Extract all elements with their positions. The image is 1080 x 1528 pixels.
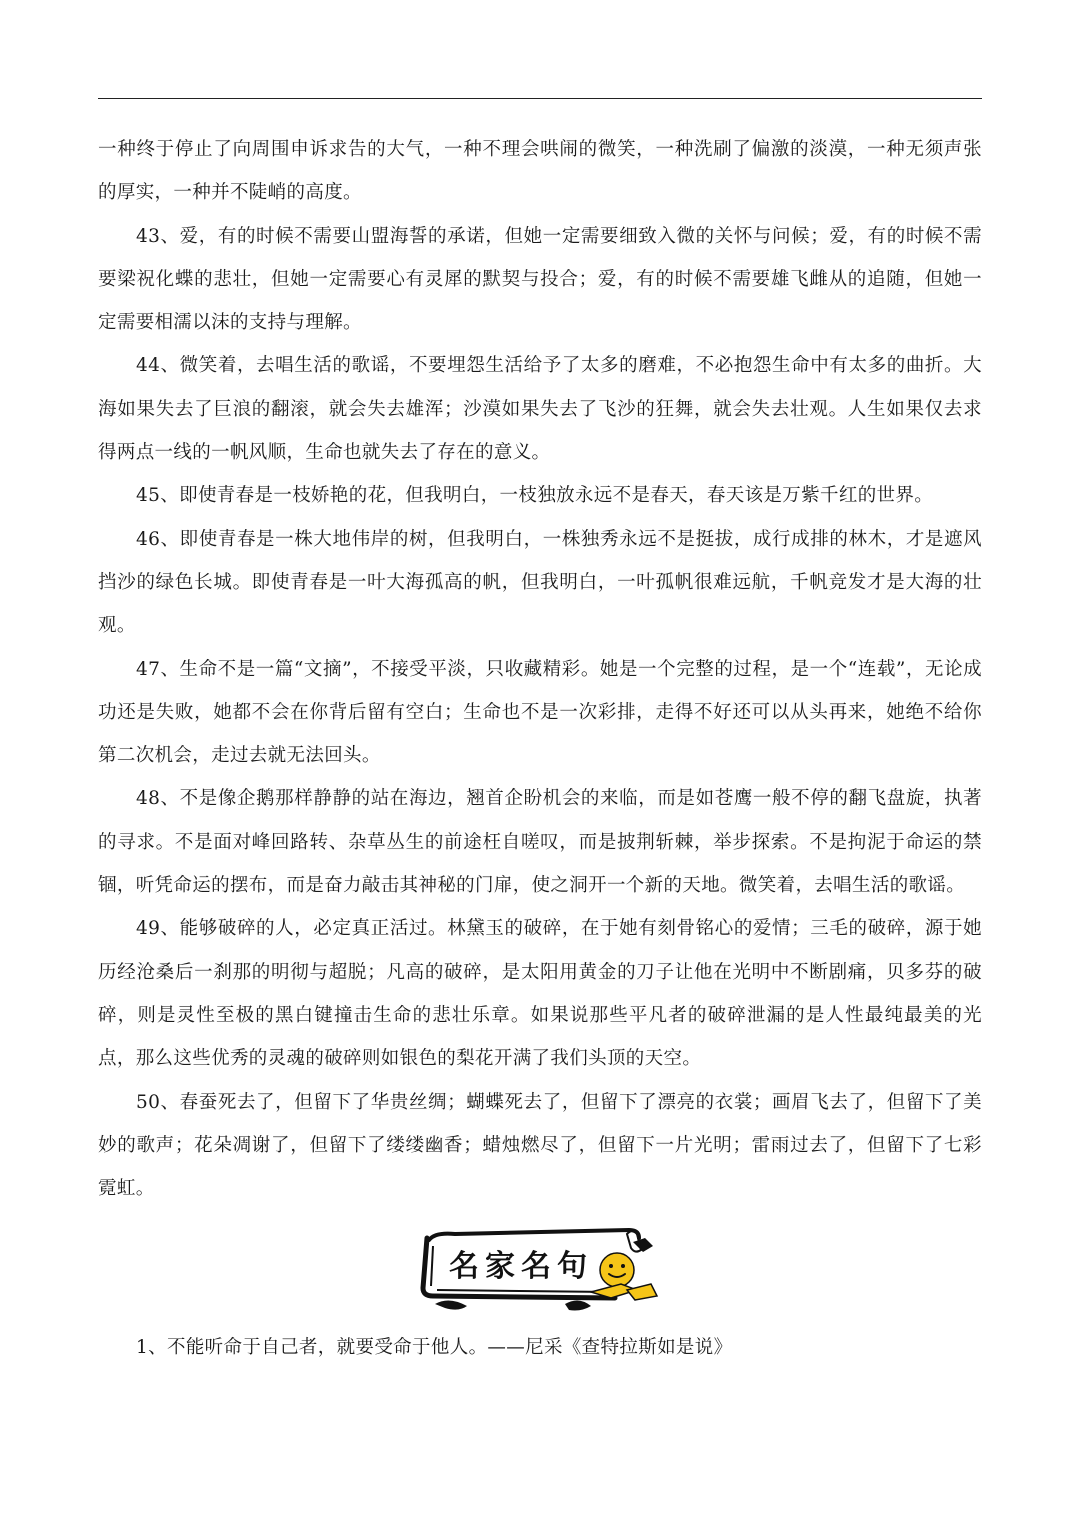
smiley-icon — [600, 1253, 634, 1287]
paragraph-43: 43、爱，有的时候不需要山盟海誓的承诺，但她一定需要细致入微的关怀与问候；爱，有的时候不需要梁祝化蝶的悲壮，但她一定需要心有灵犀的默契与投合；爱，有的时候不需要雄飞雌从的追随，但她一定需要相濡以沫的支持与理解。 — [98, 225, 982, 334]
quote-item-1: 1、不能听命于自己者，就要受命于他人。——尼采《查特拉斯如是说》 — [136, 1337, 733, 1358]
paragraph-45: 45、即使青春是一枝娇艳的花，但我明白，一枝独放永远不是春天，春天该是万紫千红的世界。 — [136, 485, 934, 507]
paragraph-50: 50、春蚕死去了，但留下了华贵丝绸；蝴蝶死去了，但留下了漂亮的衣裳；画眉飞去了，但留下了美妙的歌声；花朵凋谢了，但留下了缕缕幽香；蜡烛燃尽了，但留下一片光明；雷雨过去了，但留下了七彩霓虹。 — [98, 1091, 982, 1200]
paragraph-47: 47、生命不是一篇“文摘”，不接受平淡，只收藏精彩。她是一个完整的过程，是一个“连载”，无论成功还是失败，她都不会在你背后留有空白；生命也不是一次彩排，走得不好还可以从头再来，她绝不给你第二次机会，走过去就无法回头。 — [98, 658, 982, 767]
section-badge — [415, 1226, 663, 1312]
badge-title: 名家名句 — [449, 1249, 593, 1284]
body-text — [98, 128, 982, 1210]
paragraph-48: 48、不是像企鹅那样静静的站在海边，翘首企盼机会的来临，而是如苍鹰一般不停的翻飞盘旋，执著的寻求。不是面对峰回路转、杂草丛生的前途枉自嗟叹，而是披荆斩棘，举步探索。不是拘泥于命运的禁锢，听凭命运的摆布，而是奋力敲击其神秘的门扉，使之洞开一个新的天地。微笑着，去唱生活的歌谣。 — [98, 788, 982, 897]
paragraph-49: 49、能够破碎的人，必定真正活过。林黛玉的破碎，在于她有刻骨铭心的爱情；三毛的破碎，源于她历经沧桑后一刹那的明彻与超脱；凡高的破碎，是太阳用黄金的刀子让他在光明中不断剧痛，贝多芬的破碎，则是灵性至极的黑白键撞击生命的悲壮乐章。如果说那些平凡者的破碎泄漏的是人性最纯最美的光点，那么这些优秀的灵魂的破碎则如银色的梨花开满了我们头顶的天空。 — [98, 918, 982, 1070]
badge-frame-icon — [415, 1226, 663, 1312]
header-rule — [98, 98, 982, 99]
paragraph-continuation: 一种终于停止了向周围申诉求告的大气，一种不理会哄闹的微笑，一种洗刷了偏激的淡漠，一种无须声张的厚实，一种并不陡峭的高度。 — [98, 139, 982, 204]
paragraph-44: 44、微笑着，去唱生活的歌谣，不要埋怨生活给予了太多的磨难，不必抱怨生命中有太多的曲折。大海如果失去了巨浪的翻滚，就会失去雄浑；沙漠如果失去了飞沙的狂舞，就会失去壮观。人生如果仅去求得两点一线的一帆风顺，生命也就失去了存在的意义。 — [98, 355, 982, 464]
paragraph-46: 46、即使青春是一株大地伟岸的树，但我明白，一株独秀永远不是挺拔，成行成排的林木，才是遮风挡沙的绿色长城。即使青春是一叶大海孤高的帆，但我明白，一叶孤帆很难远航，千帆竞发才是大海的壮观。 — [98, 528, 982, 637]
